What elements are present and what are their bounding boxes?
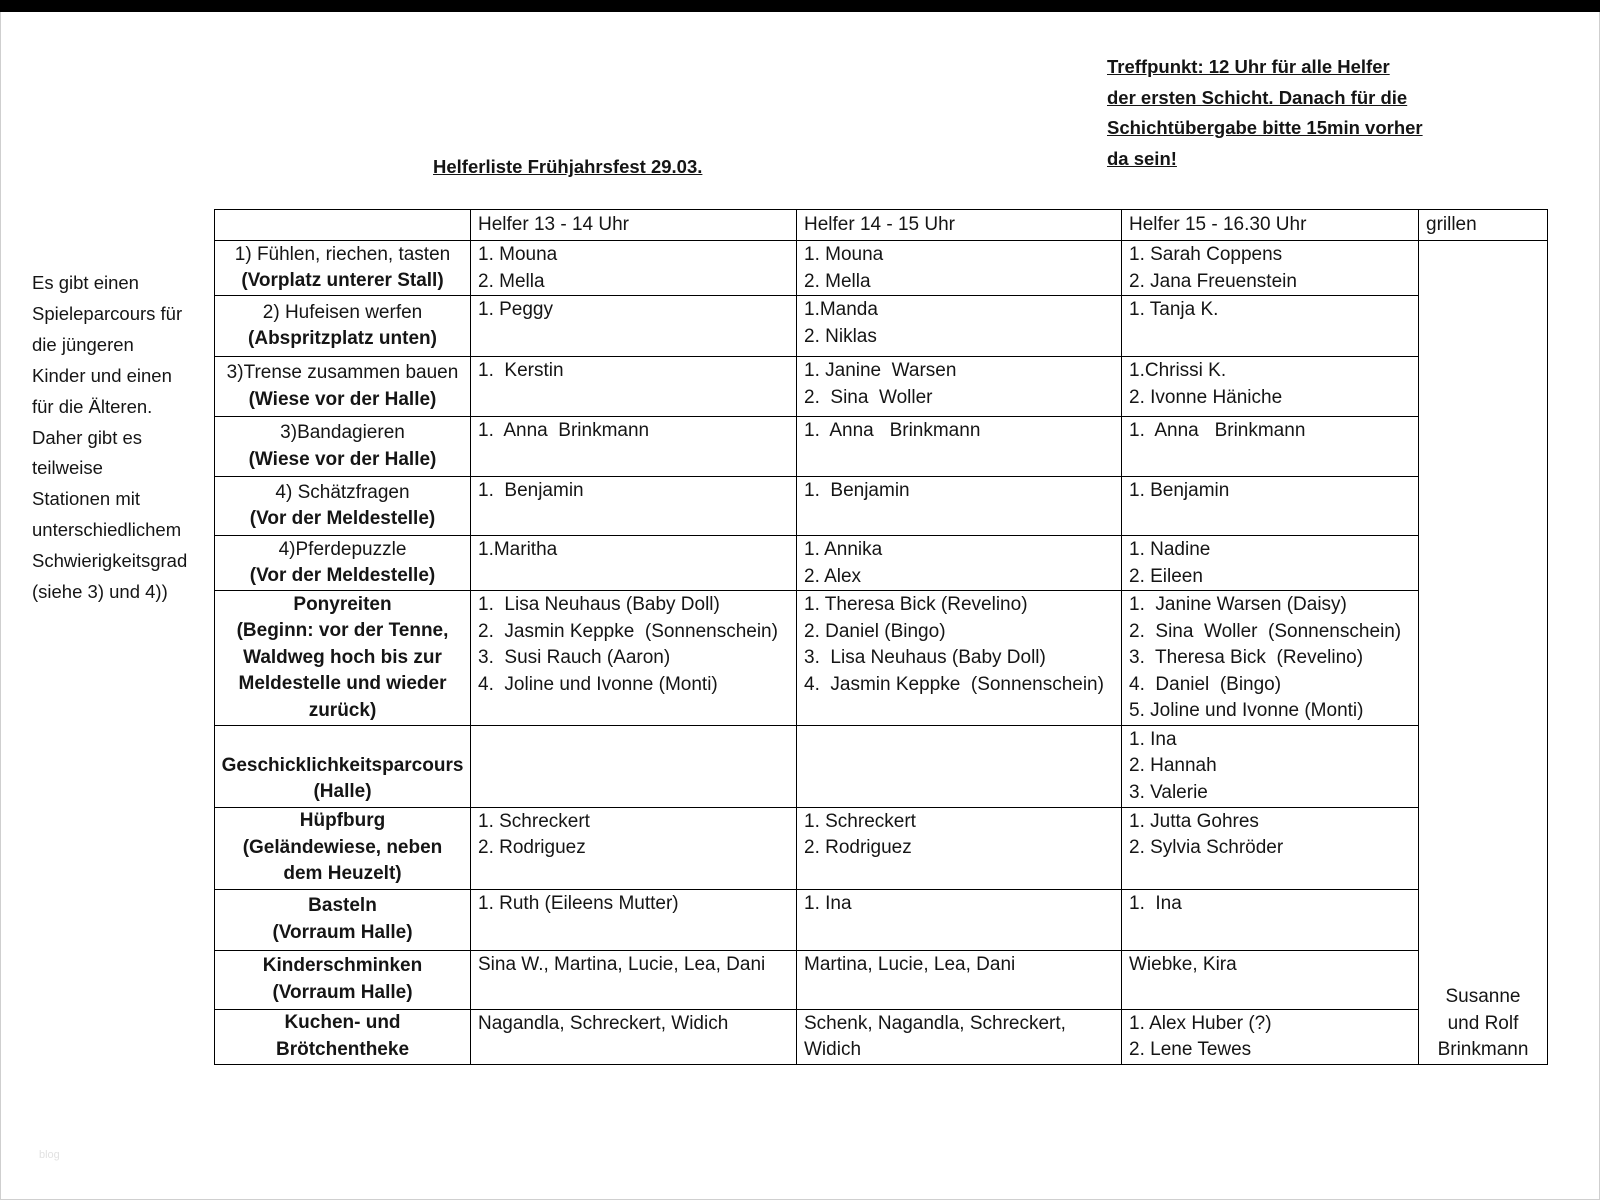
helper-name: 1. Mouna: [478, 244, 558, 265]
helper-cell-slot2: [797, 477, 1122, 536]
station-cell: [215, 725, 471, 807]
station-cell: [215, 591, 471, 726]
side-note-line: (siehe 3) und 4)): [32, 581, 168, 603]
station-name: Kuchen- und: [284, 1012, 401, 1033]
station-location: (Halle): [313, 781, 372, 802]
header-label-slot1: Helfer 13 - 14 Uhr: [478, 213, 630, 235]
station-cell: [215, 357, 471, 417]
helper-cell-slot2: [797, 1009, 1122, 1064]
table-row: [215, 1009, 1548, 1064]
helper-name: 1.Manda: [804, 299, 878, 320]
helper-cell-slot3: [1122, 591, 1419, 726]
helper-name: Wiebke, Kira: [1129, 953, 1237, 975]
helper-cell-slot3: [1122, 357, 1419, 417]
station-location: (Geländewiese, neben: [242, 836, 443, 858]
table-row: [215, 725, 1548, 807]
station-location: (Beginn: vor der Tenne,: [236, 620, 449, 641]
station-location: dem Heuzelt): [283, 863, 402, 885]
station-location: (Vorplatz unterer Stall): [241, 270, 444, 291]
table-row: [215, 357, 1548, 417]
helper-name: 1. Jutta Gohres: [1129, 810, 1259, 832]
station-location: (Vorraum Halle): [272, 921, 413, 943]
header-label-slot3: Helfer 15 - 16.30 Uhr: [1129, 213, 1307, 235]
helper-name: 1.Maritha: [478, 539, 558, 560]
helper-cell-slot1: [471, 417, 797, 477]
helper-name: Widich: [804, 1039, 862, 1060]
meeting-note-line: da sein!: [1107, 147, 1177, 169]
helper-name: 5. Joline und Ivonne (Monti): [1129, 700, 1364, 721]
grill-helper-line: Susanne: [1445, 986, 1521, 1007]
header-row: [215, 210, 1548, 241]
helper-cell-slot3: [1122, 807, 1419, 889]
table-row: [215, 889, 1548, 950]
station-name: 4) Schätzfragen: [275, 481, 410, 503]
grill-cell: [1419, 241, 1548, 1065]
station-location: Brötchentheke: [275, 1038, 410, 1060]
table-header: [215, 210, 1548, 241]
helper-cell-slot3: [1122, 241, 1419, 296]
helper-cell-slot3: [1122, 725, 1419, 807]
station-name: Hüpfburg: [299, 810, 386, 832]
helper-cell-slot2: [797, 536, 1122, 591]
station-cell: [215, 296, 471, 357]
helper-cell-slot1: [471, 241, 797, 296]
helper-name: 2. Rodriguez: [804, 837, 912, 858]
side-note-line: Stationen mit: [32, 488, 140, 510]
station-cell: [215, 417, 471, 477]
table-row: [215, 296, 1548, 357]
helper-name: 2. Sylvia Schröder: [1129, 837, 1284, 858]
helper-name: 1. Ina: [804, 892, 852, 914]
side-note-line: Es gibt einen: [32, 272, 139, 293]
helper-name: 2. Sina Woller: [804, 386, 933, 408]
helper-name: 1. Janine Warsen: [804, 360, 957, 381]
helper-name: Nagandla, Schreckert, Widich: [478, 1012, 729, 1034]
helper-name: 1. Kerstin: [478, 360, 564, 381]
header-cell-slot3: [1122, 210, 1419, 241]
meeting-point-note: [1107, 52, 1423, 174]
helper-name: 2. Jana Freuenstein: [1129, 270, 1297, 292]
helper-name: 2. Mella: [804, 270, 871, 292]
station-name: 1) Fühlen, riechen, tasten: [234, 243, 451, 265]
station-name: Basteln: [308, 895, 377, 916]
document-title: Helferliste Frühjahrsfest 29.03.: [433, 156, 703, 177]
helper-name: 3. Valerie: [1129, 781, 1208, 803]
table-row: [215, 477, 1548, 536]
helper-cell-slot1: [471, 296, 797, 357]
helper-cell-slot3: [1122, 536, 1419, 591]
helper-cell-slot3: [1122, 296, 1419, 357]
grill-helper-line: und Rolf: [1447, 1012, 1519, 1034]
header-label-grill: grillen: [1426, 213, 1477, 235]
helper-name: 1. Benjamin: [804, 480, 910, 501]
helper-name: Martina, Lucie, Lea, Dani: [804, 953, 1016, 975]
header-cell-grill: [1419, 210, 1548, 241]
helper-name: 1. Ina: [1129, 728, 1177, 750]
station-location: (Vorraum Halle): [272, 981, 413, 1003]
helper-name: 1. Alex Huber (?): [1129, 1012, 1272, 1034]
helper-name: 4. Jasmin Keppke (Sonnenschein): [804, 673, 1104, 695]
station-location: Waldweg hoch bis zur: [243, 646, 442, 668]
helper-name: 1. Ruth (Eileens Mutter): [478, 892, 679, 914]
helper-name: 2. Alex: [804, 565, 862, 587]
helper-name: 2. Rodriguez: [478, 837, 586, 858]
helper-name: 2. Sina Woller (Sonnenschein): [1129, 620, 1402, 642]
table-row: [215, 241, 1548, 296]
helper-name: 1. Mouna: [804, 244, 884, 265]
side-note-line: die jüngeren: [32, 333, 134, 355]
helper-cell-slot2: [797, 725, 1122, 807]
helper-cell-slot1: [471, 725, 797, 807]
side-note-line: Kinder und einen: [32, 364, 172, 386]
helper-cell-slot2: [797, 296, 1122, 357]
side-note-line: teilweise: [32, 457, 103, 479]
side-note-line: für die Älteren.: [32, 395, 153, 417]
side-note-line: Daher gibt es: [32, 426, 143, 448]
helper-cell-slot1: [471, 591, 797, 726]
helper-cell-slot1: [471, 1009, 797, 1064]
station-location: (Wiese vor der Halle): [248, 448, 437, 470]
helper-name: 2. Jasmin Keppke (Sonnenschein): [478, 620, 778, 642]
side-note-line: unterschiedlichem: [32, 519, 182, 541]
station-name: 3)Trense zusammen bauen: [226, 362, 459, 383]
helper-name: 4. Daniel (Bingo): [1129, 673, 1282, 695]
helper-name: 1. Janine Warsen (Daisy): [1129, 594, 1347, 615]
helper-cell-slot3: [1122, 1009, 1419, 1064]
station-cell: [215, 889, 471, 950]
station-name: Ponyreiten: [293, 593, 392, 615]
meeting-note-line: Schichtübergabe bitte 15min vorher: [1107, 117, 1423, 139]
helper-name: 1. Lisa Neuhaus (Baby Doll): [478, 594, 720, 615]
helper-cell-slot3: [1122, 417, 1419, 477]
helper-cell-slot2: [797, 950, 1122, 1009]
helper-name: 2. Lene Tewes: [1129, 1039, 1252, 1060]
helper-name: 1. Schreckert: [804, 810, 916, 832]
helper-cell-slot1: [471, 889, 797, 950]
helper-name: 1. Benjamin: [1129, 480, 1230, 501]
helper-table: [214, 209, 1548, 1065]
station-location: (Vor der Meldestelle): [249, 565, 436, 586]
helper-cell-slot2: [797, 357, 1122, 417]
helper-name: 4. Joline und Ivonne (Monti): [478, 673, 718, 695]
helper-name: 1. Theresa Bick (Revelino): [804, 594, 1028, 615]
helper-name: Schenk, Nagandla, Schreckert,: [804, 1012, 1066, 1034]
helper-cell-slot3: [1122, 889, 1419, 950]
helper-name: 2. Mella: [478, 270, 545, 292]
helper-name: 1. Anna Brinkmann: [804, 420, 981, 441]
helper-name: Sina W., Martina, Lucie, Lea, Dani: [478, 953, 766, 975]
station-cell: [215, 477, 471, 536]
helper-name: 1. Schreckert: [478, 810, 590, 832]
helper-cell-slot2: [797, 417, 1122, 477]
helper-name: 1. Peggy: [478, 299, 553, 320]
station-location: (Vor der Meldestelle): [249, 508, 436, 529]
helper-cell-slot2: [797, 591, 1122, 726]
table-row: [215, 536, 1548, 591]
header-label-slot2: Helfer 14 - 15 Uhr: [804, 213, 956, 235]
station-cell: [215, 536, 471, 591]
helper-name: 2. Daniel (Bingo): [804, 620, 946, 642]
table-row: [215, 950, 1548, 1009]
side-note-line: Spieleparcours für: [32, 302, 183, 324]
helper-name: 1. Tanja K.: [1129, 299, 1219, 320]
helper-name: 3. Susi Rauch (Aaron): [478, 647, 671, 668]
table-body: [215, 241, 1548, 1065]
helper-name: 1. Benjamin: [478, 480, 584, 501]
station-cell: [215, 241, 471, 296]
helper-name: 2. Niklas: [804, 325, 877, 347]
station-location: Meldestelle und wieder: [238, 673, 447, 694]
station-name: 4)Pferdepuzzle: [278, 538, 407, 560]
helper-cell-slot1: [471, 536, 797, 591]
helper-name: 3. Lisa Neuhaus (Baby Doll): [804, 647, 1046, 668]
helper-cell-slot1: [471, 807, 797, 889]
helper-name: 1.Chrissi K.: [1129, 360, 1227, 381]
helper-cell-slot1: [471, 357, 797, 417]
meeting-note-line: der ersten Schicht. Danach für die: [1107, 86, 1408, 108]
table-row: [215, 591, 1548, 726]
helper-name: 2. Eileen: [1129, 565, 1203, 587]
helper-name: 3. Theresa Bick (Revelino): [1129, 647, 1364, 668]
station-location: (Wiese vor der Halle): [248, 388, 437, 410]
station-location: zurück): [308, 699, 377, 721]
watermark-text: blog: [39, 1149, 60, 1161]
helper-cell-slot2: [797, 241, 1122, 296]
helper-cell-slot1: [471, 477, 797, 536]
grill-helper-line: Brinkmann: [1437, 1039, 1529, 1060]
station-name: 2) Hufeisen werfen: [262, 301, 423, 323]
table-row: [215, 807, 1548, 889]
helper-name: 1. Ina: [1129, 892, 1182, 914]
station-name: Geschicklichkeitsparcours: [221, 754, 464, 776]
header-cell-station: [215, 210, 471, 241]
helper-cell-slot1: [471, 950, 797, 1009]
helper-name: 2. Hannah: [1129, 755, 1217, 776]
meeting-note-line: Treffpunkt: 12 Uhr für alle Helfer: [1107, 56, 1390, 77]
helper-name: 1. Anna Brinkmann: [1129, 420, 1306, 441]
station-cell: [215, 950, 471, 1009]
station-cell: [215, 807, 471, 889]
station-cell: [215, 1009, 471, 1064]
header-cell-slot2: [797, 210, 1122, 241]
header-cell-slot1: [471, 210, 797, 241]
side-note: [32, 268, 187, 608]
helper-name: 1. Sarah Coppens: [1129, 244, 1283, 265]
station-name: 3)Bandagieren: [280, 422, 405, 443]
station-name: Kinderschminken: [262, 955, 423, 976]
helper-cell-slot2: [797, 807, 1122, 889]
helper-name: 1. Annika: [804, 539, 883, 560]
helper-cell-slot2: [797, 889, 1122, 950]
side-note-line: Schwierigkeitsgrad: [32, 550, 188, 572]
helper-name: 1. Nadine: [1129, 539, 1211, 560]
helper-name: 1. Anna Brinkmann: [478, 420, 650, 441]
helper-name: 2. Ivonne Häniche: [1129, 386, 1283, 408]
table-row: [215, 417, 1548, 477]
top-black-bar: [0, 0, 1600, 12]
station-location: (Abspritzplatz unten): [248, 328, 437, 349]
helper-cell-slot3: [1122, 477, 1419, 536]
helper-cell-slot3: [1122, 950, 1419, 1009]
